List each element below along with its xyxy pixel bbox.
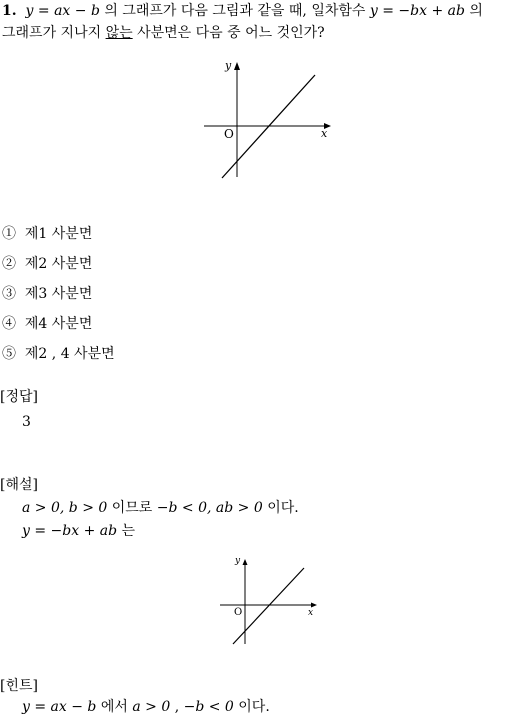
option-marker: ② bbox=[2, 256, 16, 272]
option-text: 제2 사분면 bbox=[24, 256, 93, 272]
option-text: 제3 사분면 bbox=[24, 286, 93, 302]
hint-sep: , bbox=[174, 699, 180, 715]
question-line2-b: 사분면은 다음 중 어느 것인가? bbox=[137, 25, 325, 41]
question-equation-1: y = ax − b bbox=[25, 3, 100, 19]
hint-text-1: 에서 bbox=[100, 699, 128, 715]
option-3[interactable] bbox=[2, 283, 115, 313]
question-line2-a: 그래프가 지나지 bbox=[2, 25, 102, 41]
figure-1-x-label: x bbox=[321, 127, 328, 140]
explanation-math-2: −b < 0, ab > 0 bbox=[156, 500, 263, 516]
option-text: 제2 , 4 사분면 bbox=[24, 346, 115, 362]
question-text-b: 의 bbox=[469, 3, 483, 19]
explanation-text-2: 는 bbox=[121, 523, 136, 539]
figure-2-line bbox=[233, 568, 304, 644]
option-2[interactable] bbox=[2, 253, 115, 283]
question-underlined: 않는 bbox=[105, 25, 133, 41]
option-4[interactable] bbox=[2, 313, 115, 343]
option-5[interactable] bbox=[2, 343, 115, 373]
option-marker: ⑤ bbox=[2, 346, 16, 362]
explanation-text-1: 이므로 bbox=[111, 500, 153, 516]
option-list bbox=[2, 223, 115, 373]
question-equation-2: y = −bx + ab bbox=[369, 3, 465, 19]
option-text: 제1 사분면 bbox=[24, 226, 93, 242]
question-line-2 bbox=[2, 22, 325, 44]
question-text-a: 의 그래프가 다음 그림과 같을 때, 일차함수 bbox=[104, 3, 366, 19]
option-1[interactable] bbox=[2, 223, 115, 253]
explanation-end: 이다. bbox=[267, 500, 299, 516]
hint-math-3: −b < 0 bbox=[183, 699, 234, 715]
figure-1-origin-label: O bbox=[224, 127, 234, 141]
figure-1-graph bbox=[200, 55, 340, 185]
explanation-line-1 bbox=[22, 497, 299, 519]
option-marker: ① bbox=[2, 226, 16, 242]
figure-1-y-arrow bbox=[234, 62, 240, 70]
figure-2-x-arrow bbox=[311, 603, 317, 608]
hint-heading: [힌트] bbox=[0, 678, 38, 694]
figure-2-y-label: y bbox=[235, 556, 241, 566]
explanation-math-3: y = −bx + ab bbox=[22, 523, 118, 539]
explanation-heading: [해설] bbox=[0, 477, 38, 493]
option-marker: ④ bbox=[2, 316, 16, 332]
option-marker: ③ bbox=[2, 286, 16, 302]
figure-2-graph bbox=[215, 552, 325, 648]
explanation-math-1: a > 0, b > 0 bbox=[22, 500, 108, 516]
figure-1-y-label: y bbox=[225, 59, 232, 72]
question-line-1 bbox=[2, 0, 483, 22]
option-text: 제4 사분면 bbox=[24, 316, 93, 332]
explanation-line-2 bbox=[22, 520, 135, 542]
figure-2-x-label: x bbox=[308, 608, 314, 618]
hint-end: 이다. bbox=[238, 699, 270, 715]
question-number: 1. bbox=[2, 3, 17, 19]
hint-math-1: y = ax − b bbox=[22, 699, 97, 715]
answer-heading: [정답] bbox=[0, 389, 38, 405]
hint-line bbox=[22, 697, 270, 717]
hint-math-2: a > 0 bbox=[132, 699, 171, 715]
figure-2-origin-label: O bbox=[234, 607, 243, 618]
figure-2-y-arrow bbox=[243, 559, 248, 565]
answer-value: 3 bbox=[22, 414, 31, 430]
